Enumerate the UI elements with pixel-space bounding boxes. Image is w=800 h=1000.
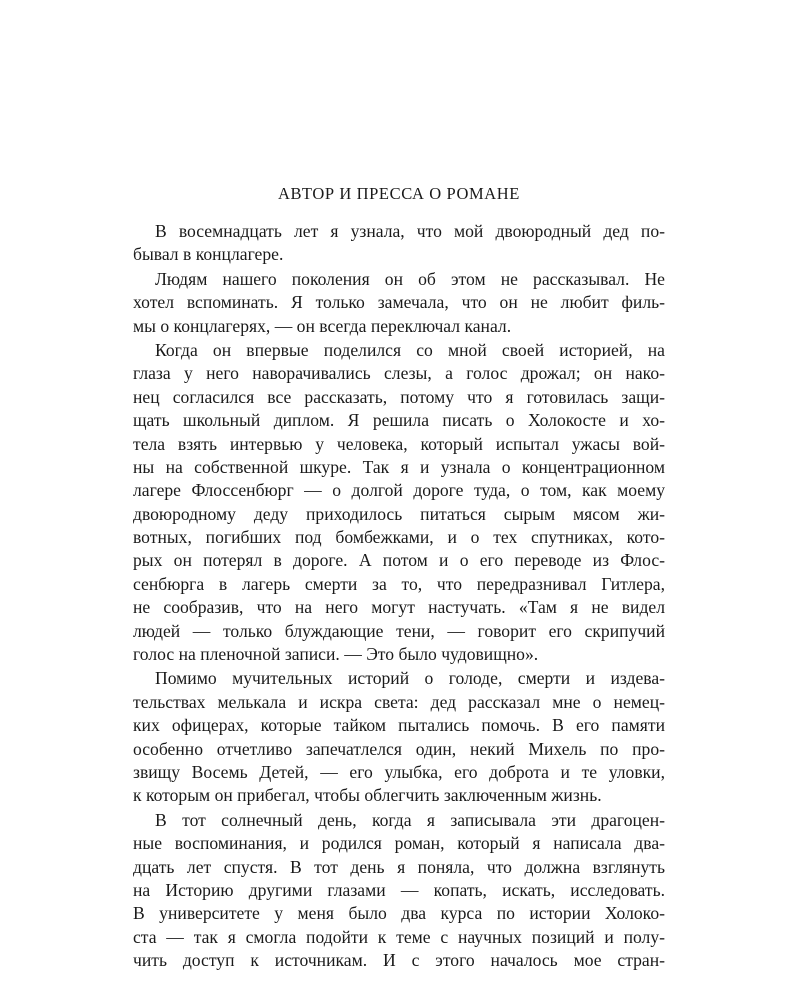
- paragraph: [133, 667, 665, 807]
- text-line: мы о концлагерях, — он всегда переключал канал.: [133, 315, 512, 336]
- text-line: Людям нашего поколения он об этом не рассказывал. Не: [155, 268, 665, 289]
- text-line: лагере Флоссенбюрг — о долгой дороге туда, о том, как моему: [133, 480, 665, 501]
- text-line: бывал в концлагере.: [133, 244, 284, 265]
- text-line: двоюродному деду приходилось питаться сырым мясом жи-: [133, 503, 665, 524]
- text-line: дцать лет спустя. В тот день я поняла, что должна взглянуть: [133, 856, 665, 877]
- text-line: особенно отчетливо запечатлелся один, некий Михель по про-: [133, 738, 665, 759]
- text-line: В тот солнечный день, когда я записывала эти драгоцен-: [155, 809, 665, 830]
- text-line: тельствах мелькала и искра света: дед рассказал мне о немец-: [133, 691, 665, 712]
- text-line: хотел вспоминать. Я только замечала, что он не любит филь-: [133, 292, 665, 313]
- paragraph: [133, 339, 665, 666]
- text-line: В университете у меня было два курса по истории Холоко-: [133, 903, 665, 924]
- text-line: В восемнадцать лет я узнала, что мой двоюродный дед по-: [155, 221, 665, 241]
- text-line: глаза у него наворачивались слезы, а голос дрожал; он нако-: [133, 363, 665, 384]
- text-line: вотных, погибших под бомбежками, и о тех спутниках, кото-: [133, 527, 665, 548]
- paragraph: [133, 268, 665, 338]
- text-line: ких офицерах, которые тайком пытались помочь. В его памяти: [133, 715, 665, 736]
- text-line: ны на собственной шкуре. Так я и узнала о концентрационном: [133, 456, 665, 477]
- text-line: Когда он впервые поделился со мной своей историей, на: [155, 339, 665, 360]
- paragraph: [133, 809, 665, 973]
- text-line: людей — только блуждающие тени, — говорит его скрипучий: [133, 620, 665, 641]
- text-line: Помимо мучительных историй о голоде, смерти и издева-: [155, 668, 665, 689]
- text-line: голос на пленочной записи. — Это было чудовищно».: [133, 644, 539, 665]
- text-line: сенбюрга в лагерь смерти за то, что передразнивал Гитлера,: [133, 573, 665, 594]
- text-line: на Историю другими глазами — копать, искать, исследовать.: [133, 879, 665, 900]
- text-line: щать школьный диплом. Я решила писать о Холокосте и хо-: [133, 410, 665, 431]
- text-line: к которым он прибегал, чтобы облегчить заключенным жизнь.: [133, 785, 602, 806]
- text-line: чить доступ к источникам. И с этого началось мое стран-: [133, 950, 665, 971]
- text-line: тела взять интервью у человека, который испытал ужасы вой-: [133, 433, 665, 454]
- body-text: [133, 220, 665, 973]
- paragraph: [133, 220, 665, 267]
- text-line: ста — так я смогла подойти к теме с научных позиций и полу-: [133, 926, 665, 947]
- section-heading: АВТОР И ПРЕССА О РОМАНЕ: [278, 184, 520, 203]
- text-line: ные воспоминания, и родился роман, который я написала два-: [133, 833, 665, 854]
- text-line: рых он потерял в дороге. А потом и о его переводе из Флос-: [133, 550, 665, 571]
- book-page: [133, 182, 665, 974]
- text-line: не сообразив, что на него могут настучать. «Там я не видел: [133, 597, 665, 618]
- text-line: звищу Восемь Детей, — его улыбка, его доброта и те уловки,: [133, 761, 665, 782]
- text-line: нец согласился все рассказать, потому что я готовилась защи-: [133, 386, 665, 407]
